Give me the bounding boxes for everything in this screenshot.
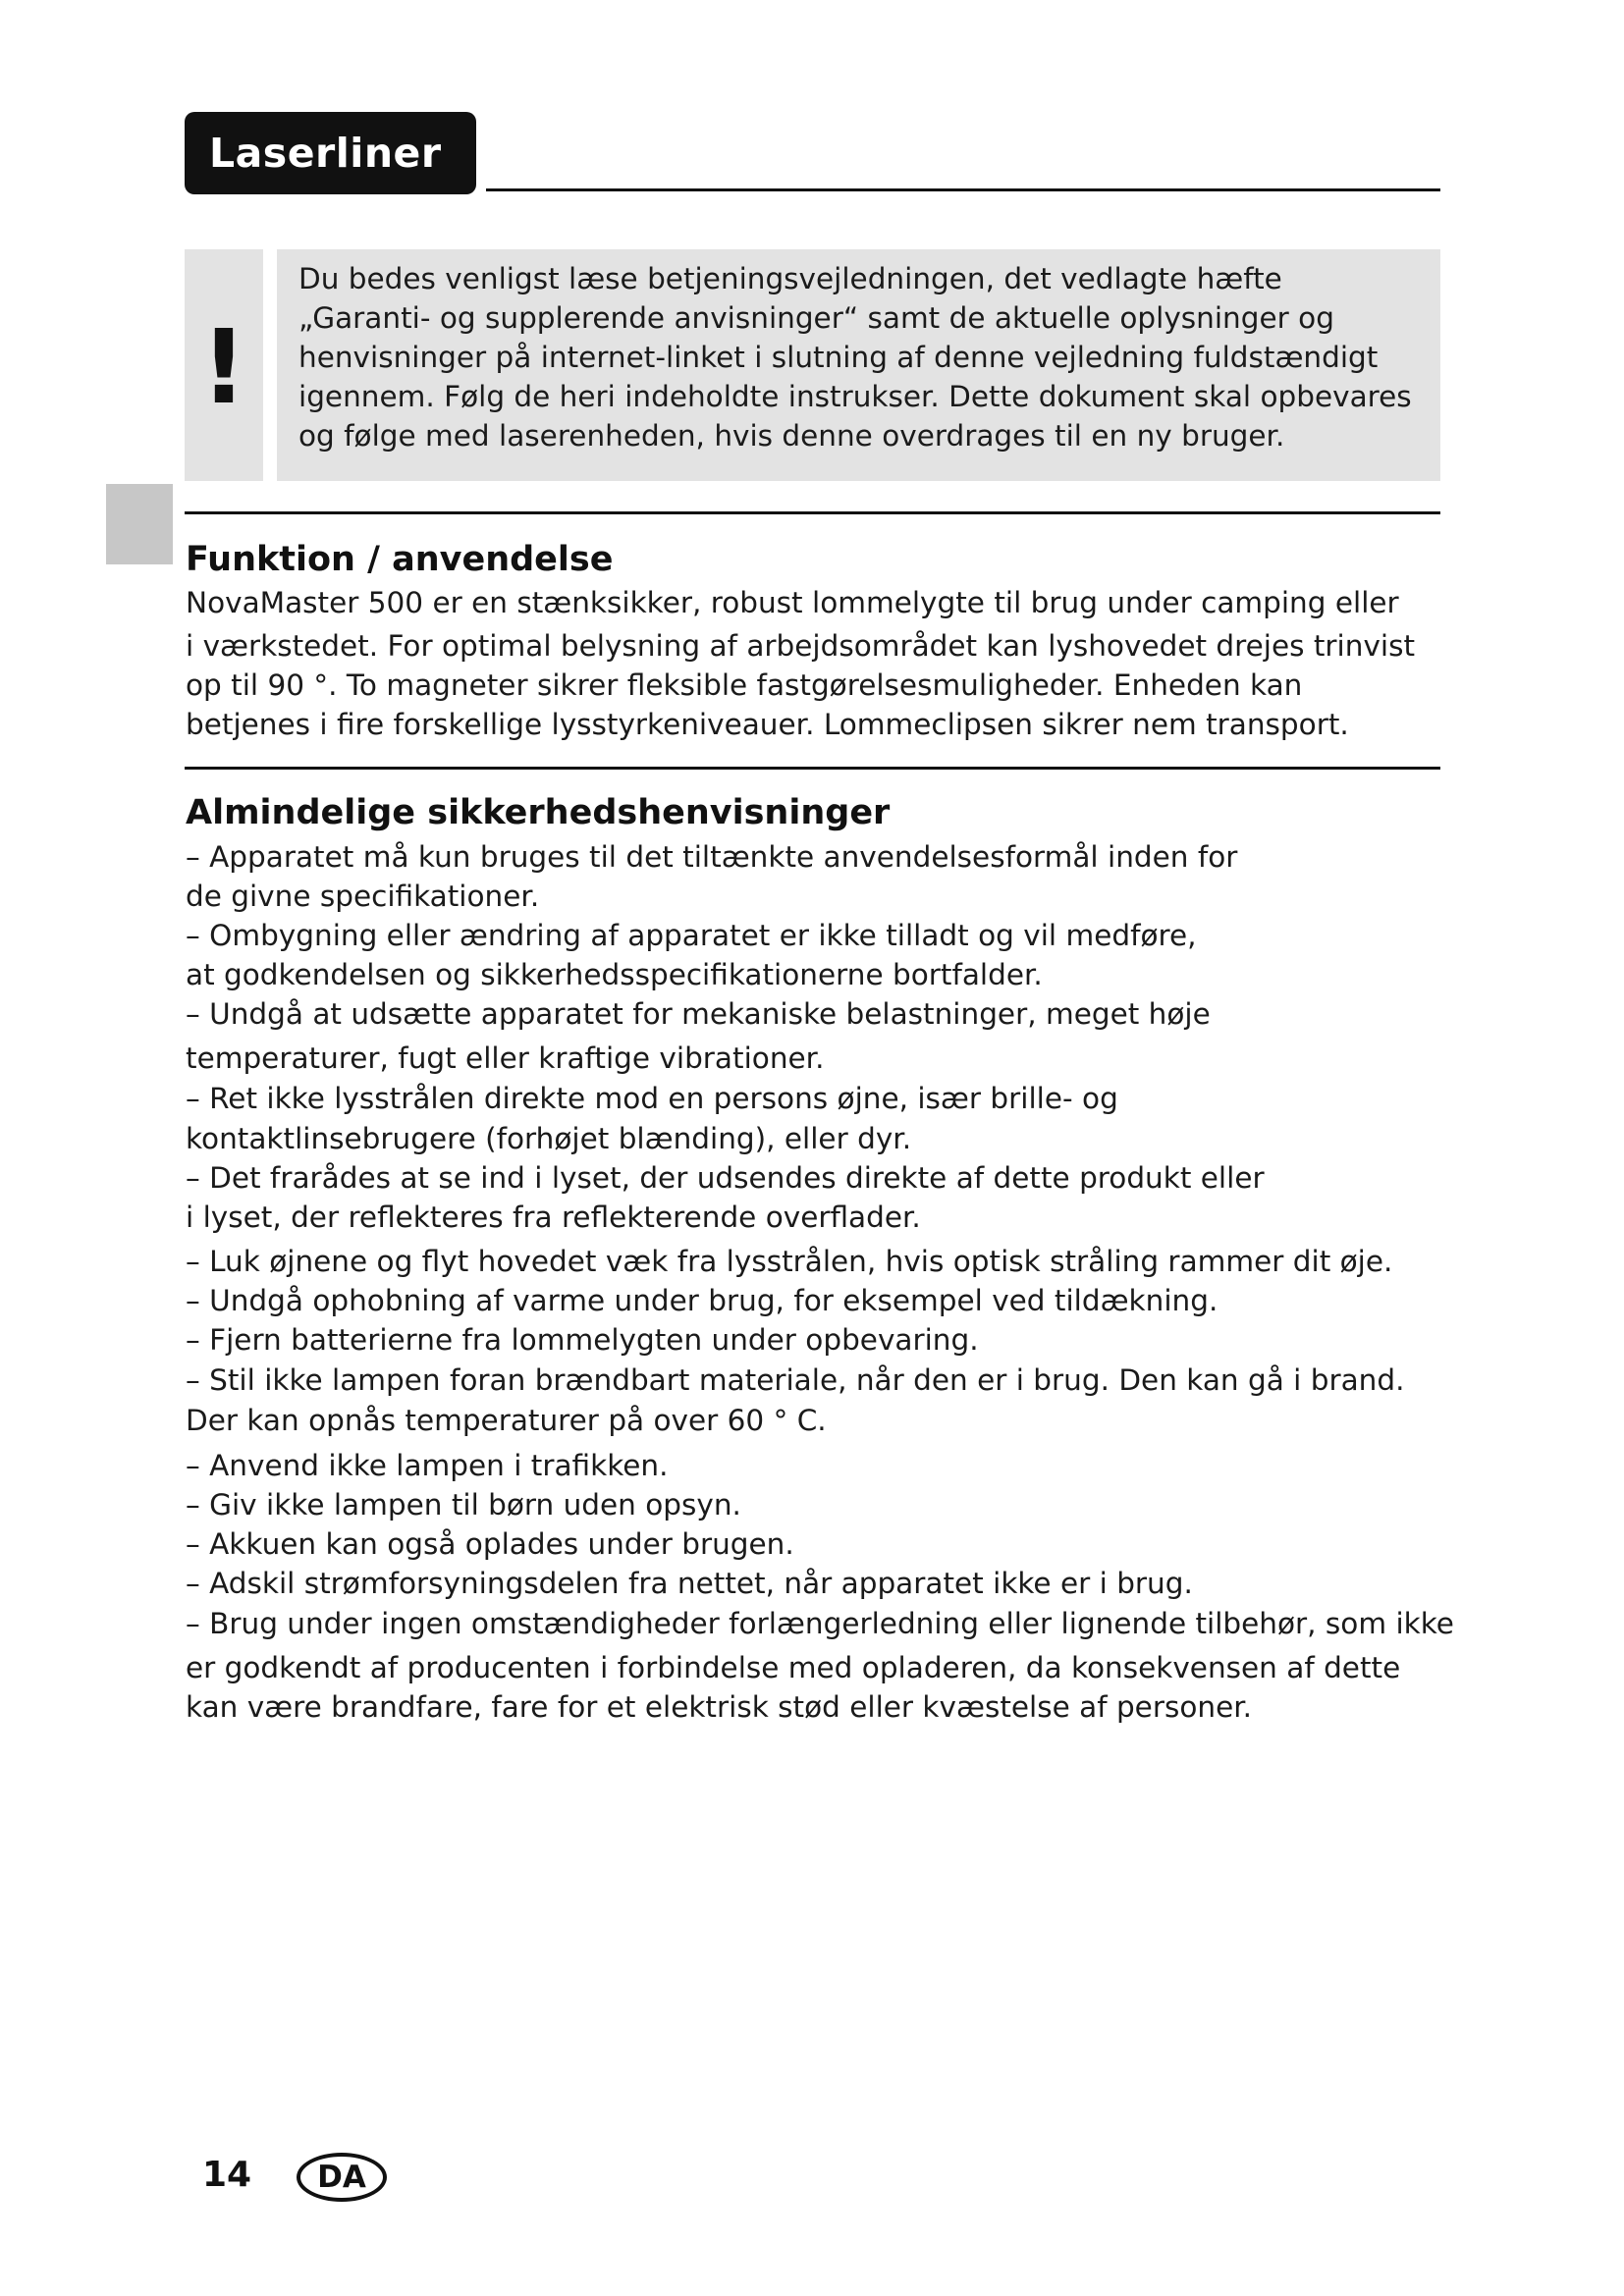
notice-warning-icon: [185, 249, 263, 481]
notice-line: „Garanti- og supplerende anvisninger“ samt de aktuelle oplysninger og: [298, 301, 1334, 335]
safety-list-item: er godkendt af producenten i forbindelse med opladeren, da konsekvensen af dette: [186, 1651, 1401, 1684]
exclamation-icon: !: [200, 307, 247, 427]
notice-line: igennem. Følg de heri indeholdte instrukser. Dette dokument skal opbevares: [298, 380, 1412, 413]
safety-list-item: – Giv ikke lampen til børn uden opsyn.: [186, 1488, 741, 1522]
header-rule: [486, 188, 1440, 191]
section-side-tab: [106, 484, 173, 564]
safety-list-item: at godkendelsen og sikkerhedsspecifikationerne bortfalder.: [186, 958, 1043, 991]
safety-list-item: – Brug under ingen omstændigheder forlængerledning eller lignende tilbehør, som ikke: [186, 1607, 1454, 1640]
safety-list-item: – Ombygning eller ændring af apparatet er ikke tilladt og vil medføre,: [186, 919, 1197, 952]
safety-list-item: Der kan opnås temperaturer på over 60 ° C.: [186, 1404, 827, 1437]
safety-list-item: – Det frarådes at se ind i lyset, der udsendes direkte af dette produkt eller: [186, 1161, 1265, 1195]
safety-list-item: – Undgå at udsætte apparatet for mekaniske belastninger, meget høje: [186, 997, 1211, 1031]
safety-list-item: – Akkuen kan også oplades under brugen.: [186, 1527, 794, 1561]
function-text-line: i værkstedet. For optimal belysning af arbejdsområdet kan lyshovedet drejes trinvist: [186, 629, 1416, 663]
safety-list-item: i lyset, der reflekteres fra reflekterende overflader.: [186, 1201, 921, 1234]
safety-list-item: temperaturer, fugt eller kraftige vibrationer.: [186, 1041, 825, 1075]
safety-list-item: – Stil ikke lampen foran brændbart materiale, når den er i brug. Den kan gå i brand.: [186, 1363, 1405, 1397]
function-text-line: NovaMaster 500 er en stænksikker, robust lommelygte til brug under camping eller: [186, 586, 1399, 619]
safety-list-item: – Apparatet må kun bruges til det tiltænkte anvendelsesformål inden for: [186, 840, 1238, 874]
notice-box: [277, 249, 1440, 481]
safety-list-item: kontaktlinsebrugere (forhøjet blænding), eller dyr.: [186, 1122, 912, 1155]
section-title-function: Funktion / anvendelse: [186, 540, 614, 579]
section-title-safety: Almindelige sikkerhedshenvisninger: [186, 793, 891, 832]
notice-line: henvisninger på internet-linket i slutning af denne vejledning fuldstændigt: [298, 341, 1379, 374]
notice-line: og følge med laserenheden, hvis denne overdrages til en ny bruger.: [298, 419, 1285, 453]
safety-list-item: kan være brandfare, fare for et elektrisk stød eller kvæstelse af personer.: [186, 1690, 1253, 1724]
function-text-line: betjenes i fire forskellige lysstyrkeniveauer. Lommeclipsen sikrer nem transport.: [186, 708, 1349, 741]
brand-logo: Laserliner: [185, 112, 476, 194]
safety-list-item: – Anvend ikke lampen i trafikken.: [186, 1449, 669, 1482]
safety-list-item: – Fjern batterierne fra lommelygten under opbevaring.: [186, 1323, 979, 1357]
section-divider: [185, 511, 1440, 514]
safety-list-item: – Ret ikke lysstrålen direkte mod en persons øjne, især brille- og: [186, 1082, 1118, 1115]
safety-list-item: – Undgå ophobning af varme under brug, for eksempel ved tildækning.: [186, 1284, 1218, 1317]
function-text-line: op til 90 °. To magneter sikrer fleksible fastgørelsesmuligheder. Enheden kan: [186, 668, 1303, 702]
section-divider: [185, 767, 1440, 770]
notice-line: Du bedes venligst læse betjeningsvejledningen, det vedlagte hæfte: [298, 262, 1282, 295]
language-badge: DA: [297, 2153, 387, 2202]
safety-list-item: – Adskil strømforsyningsdelen fra nettet, når apparatet ikke er i brug.: [186, 1567, 1193, 1600]
safety-list-item: – Luk øjnene og flyt hovedet væk fra lysstrålen, hvis optisk stråling rammer dit øje.: [186, 1245, 1393, 1278]
page-number: 14: [202, 2155, 252, 2195]
safety-list-item: de givne specifikationer.: [186, 880, 540, 913]
